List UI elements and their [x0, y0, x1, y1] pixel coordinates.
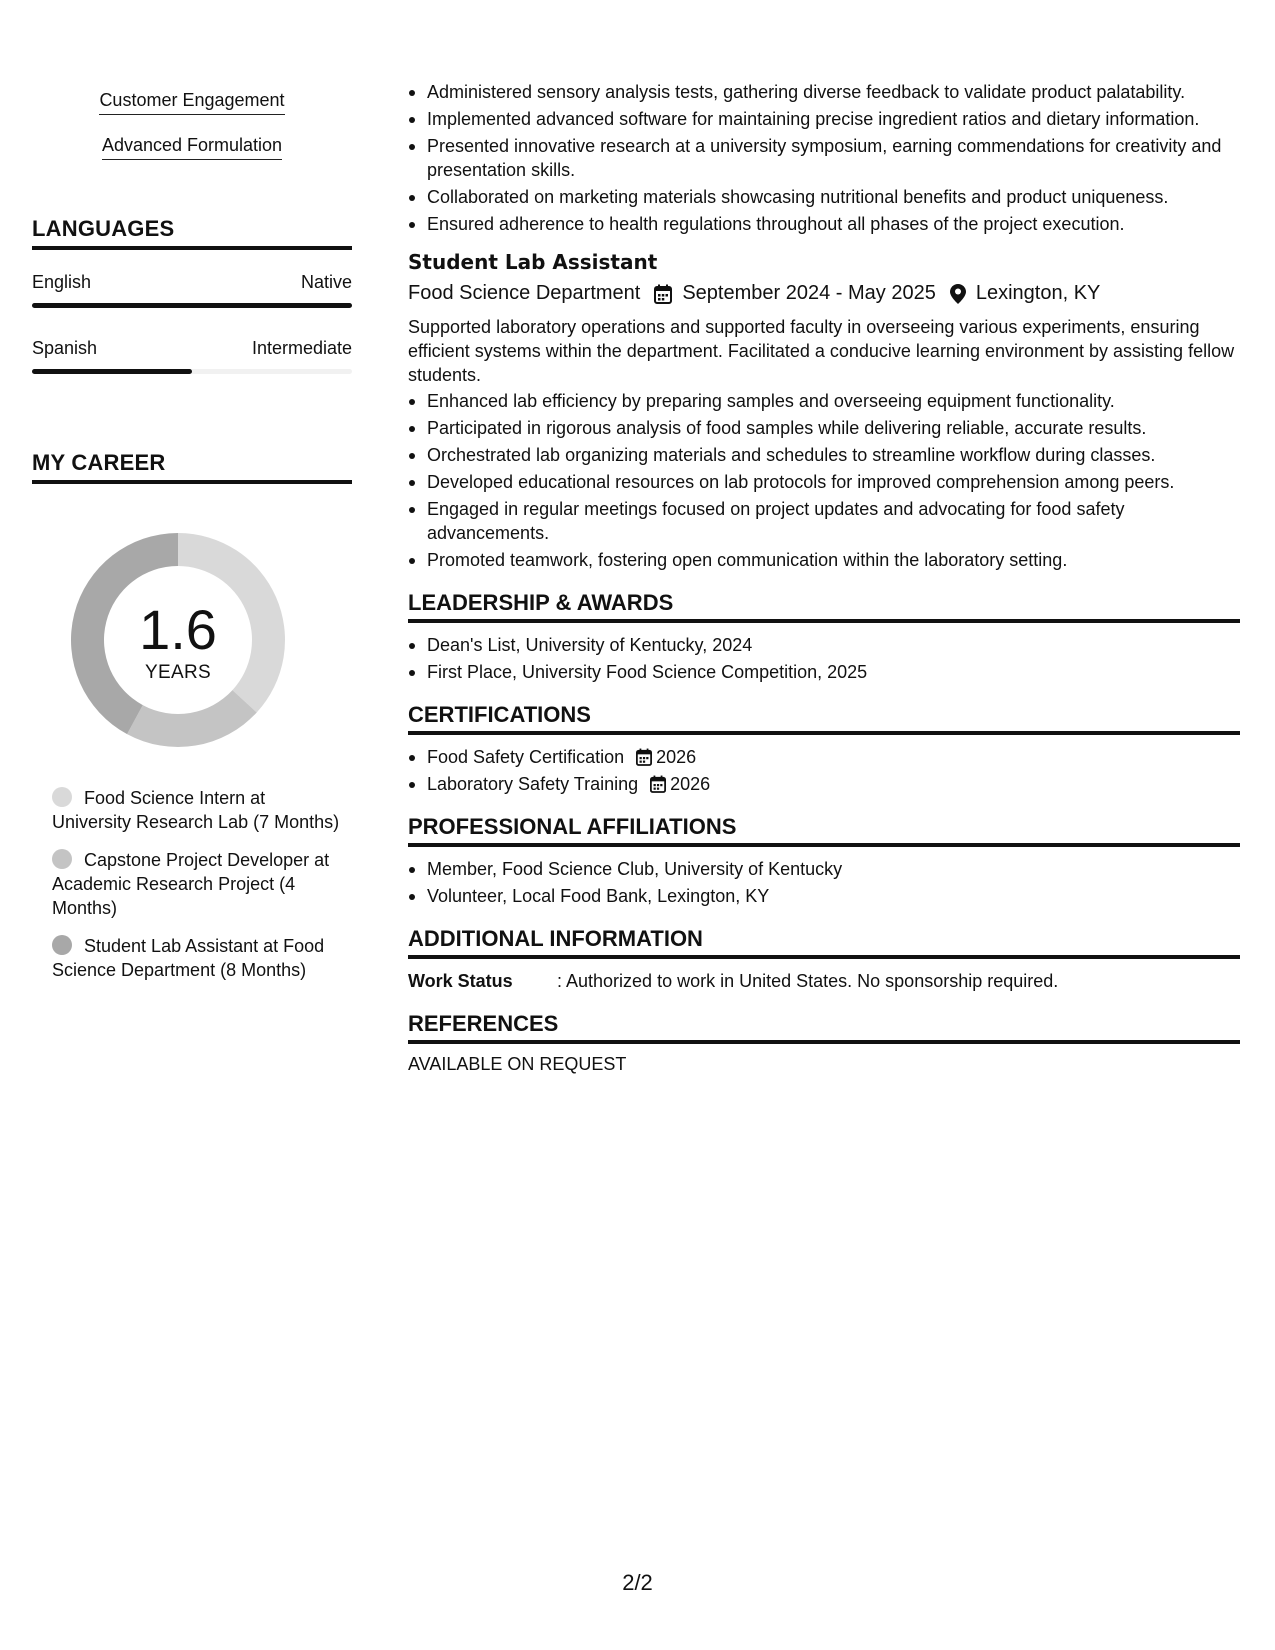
calendar-icon: [650, 775, 666, 793]
certification-year: 2026: [670, 774, 711, 794]
job-location: Lexington, KY: [975, 282, 1101, 304]
career-role-label: Capstone Project Developer at Academic Research Project (4 Months): [52, 850, 330, 918]
career-legend-item: [52, 848, 342, 920]
list-item: Implemented advanced software for maintaining precise ingredient ratios and dietary information.: [408, 107, 1240, 131]
certifications-list: [408, 745, 1240, 796]
job-description: Supported laboratory operations and supported faculty in overseeing various experiments, ensuring efficient systems within the department. Facilitated a conducive learning environment by assisting fellow students.: [408, 317, 1235, 385]
job-organization: Food Science Department: [408, 282, 641, 304]
list-item: Member, Food Science Club, University of Kentucky: [408, 857, 1240, 881]
languages-list: [32, 272, 352, 374]
list-item: Presented innovative research at a university symposium, earning commendations for creativity and presentation skills.: [408, 134, 1240, 182]
career-legend-item: [52, 786, 342, 834]
references-text: AVAILABLE ON REQUEST: [408, 1054, 627, 1074]
list-item: Enhanced lab efficiency by preparing samples and overseeing equipment functionality.: [408, 389, 1240, 413]
previous-job-bullets: [408, 80, 1240, 236]
certifications-heading: CERTIFICATIONS: [408, 702, 1240, 735]
language-proficiency-bar: [32, 303, 352, 308]
list-item: Dean's List, University of Kentucky, 2024: [408, 633, 1240, 657]
work-status-row: [408, 969, 1240, 993]
list-item: [408, 772, 1240, 796]
career-donut-chart: [66, 528, 290, 752]
skill-tag: Customer Engagement: [99, 88, 284, 115]
skills-list: [32, 80, 352, 178]
leadership-list: [408, 633, 1240, 684]
additional-info-heading: ADDITIONAL INFORMATION: [408, 926, 1240, 959]
language-level: Intermediate: [251, 338, 352, 358]
list-item: Administered sensory analysis tests, gathering diverse feedback to validate product palatability.: [408, 80, 1240, 104]
certification-year: 2026: [656, 747, 697, 767]
career-role-label: Student Lab Assistant at Food Science Department (8 Months): [52, 936, 325, 980]
language-name: English: [32, 272, 92, 292]
job-bullets: [408, 389, 1240, 572]
list-item: Engaged in regular meetings focused on project updates and advocating for food safety advancements.: [408, 497, 1240, 545]
list-item: [408, 745, 1240, 769]
calendar-icon: [654, 284, 672, 304]
job-dates: September 2024 - May 2025: [682, 282, 936, 304]
sidebar: [32, 80, 352, 996]
certification-name: Food Safety Certification: [427, 747, 625, 767]
map-pin-icon: [950, 284, 966, 304]
languages-heading: LANGUAGES: [32, 216, 352, 250]
career-role-label: Food Science Intern at University Research Lab (7 Months): [52, 788, 340, 832]
calendar-icon: [636, 748, 652, 766]
career-total-unit: YEARS: [145, 662, 211, 683]
legend-dot-icon: [52, 787, 72, 807]
career-total-years: 1.6: [139, 598, 217, 661]
list-item: Promoted teamwork, fostering open communication within the laboratory setting.: [408, 548, 1240, 572]
language-proficiency-fill: [32, 303, 352, 308]
list-item: Orchestrated lab organizing materials and schedules to streamline workflow during classes.: [408, 443, 1240, 467]
legend-dot-icon: [52, 935, 72, 955]
language-proficiency-fill: [32, 369, 192, 374]
work-status-value: : Authorized to work in United States. No sponsorship required.: [557, 971, 1059, 991]
donut-center: [66, 528, 290, 752]
language-name: Spanish: [32, 338, 98, 358]
page-number: 2/2: [622, 1570, 653, 1595]
certification-name: Laboratory Safety Training: [427, 774, 639, 794]
main-content: [408, 80, 1240, 1075]
language-item: [32, 272, 352, 293]
career-legend: [52, 786, 342, 982]
legend-dot-icon: [52, 849, 72, 869]
list-item: Collaborated on marketing materials showcasing nutritional benefits and product uniqueness.: [408, 185, 1240, 209]
affiliations-heading: PROFESSIONAL AFFILIATIONS: [408, 814, 1240, 847]
language-proficiency-bar: [32, 369, 352, 374]
skill-tag: Advanced Formulation: [102, 133, 282, 160]
list-item: First Place, University Food Science Competition, 2025: [408, 660, 1240, 684]
list-item: Ensured adherence to health regulations throughout all phases of the project execution.: [408, 212, 1240, 236]
job-meta: [408, 282, 1240, 305]
list-item: Volunteer, Local Food Bank, Lexington, KY: [408, 884, 1240, 908]
list-item: Developed educational resources on lab protocols for improved comprehension among peers.: [408, 470, 1240, 494]
job-title: Student Lab Assistant: [408, 250, 658, 274]
affiliations-list: [408, 857, 1240, 908]
career-legend-item: [52, 934, 342, 982]
leadership-heading: LEADERSHIP & AWARDS: [408, 590, 1240, 623]
work-status-label: Work Status: [408, 971, 513, 991]
language-level: Native: [300, 272, 352, 292]
references-heading: REFERENCES: [408, 1011, 1240, 1044]
language-item: [32, 338, 352, 359]
list-item: Participated in rigorous analysis of food samples while delivering reliable, accurate results.: [408, 416, 1240, 440]
career-heading: MY CAREER: [32, 450, 352, 484]
